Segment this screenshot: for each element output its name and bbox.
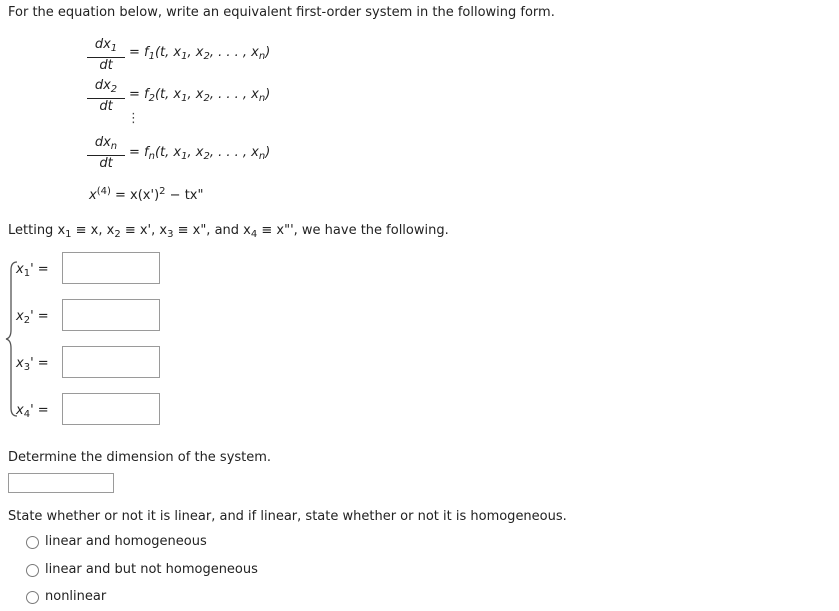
vertical-ellipsis: ⋮	[127, 111, 140, 126]
option-label-linear-homogeneous[interactable]: linear and homogeneous	[45, 534, 207, 549]
substitution-statement: Letting $x_1 \equiv x$, $x_2 \equiv x'$, $x_3 \equiv x$", and $x_4$ ≡ x"', we have the following.	[8, 223, 449, 240]
label-x2-prime: $x_2'$ =	[16, 309, 49, 326]
rhs-f1: = $f_1(t$, $x_1$, $x_2$, . . . , $x_n$)	[129, 45, 271, 62]
given-equation: $x^{(4)} = x(x')^2$ − tx"	[89, 186, 204, 203]
x4-prime-input[interactable]	[62, 393, 160, 425]
dimension-question: Determine the dimension of the system.	[8, 450, 272, 465]
rhs-fn: = $f_n(t$, $x_1$, $x_2$, . . . , $x_n$)	[129, 145, 271, 162]
x1-prime-input[interactable]	[62, 252, 160, 284]
system-brace	[5, 260, 19, 418]
x2-prime-input[interactable]	[62, 299, 160, 331]
option-label-nonlinear[interactable]: nonlinear	[45, 589, 107, 604]
radio-linear-not-homogeneous[interactable]	[26, 564, 39, 577]
label-x3-prime: $x_3'$ =	[16, 356, 49, 373]
fraction-dx2-dt: $\frac{dx_2}{dt}$	[87, 78, 125, 115]
option-label-linear-not-homogeneous[interactable]: linear and but not homogeneous	[45, 562, 258, 577]
dimension-input[interactable]	[8, 473, 114, 493]
linearity-question: State whether or not it is linear, and if linear, state whether or not it is homogeneous.	[8, 509, 567, 524]
label-x1-prime: $x_1'$ =	[16, 262, 49, 279]
fraction-dxn-dt: $dx_n$ dt	[87, 135, 125, 172]
fraction-dx1-dt: $\frac{dx_1}{dt}$	[87, 37, 125, 74]
label-x4-prime: $x_4'$ =	[16, 403, 49, 420]
x3-prime-input[interactable]	[62, 346, 160, 378]
radio-nonlinear[interactable]	[26, 591, 39, 604]
radio-linear-homogeneous[interactable]	[26, 536, 39, 549]
question-prompt: For the equation below, write an equivalent first-order system in the following form.	[8, 5, 555, 20]
rhs-f2: = $f_2(t$, $x_1$, $x_2$, . . . , $x_n$)	[129, 87, 271, 104]
